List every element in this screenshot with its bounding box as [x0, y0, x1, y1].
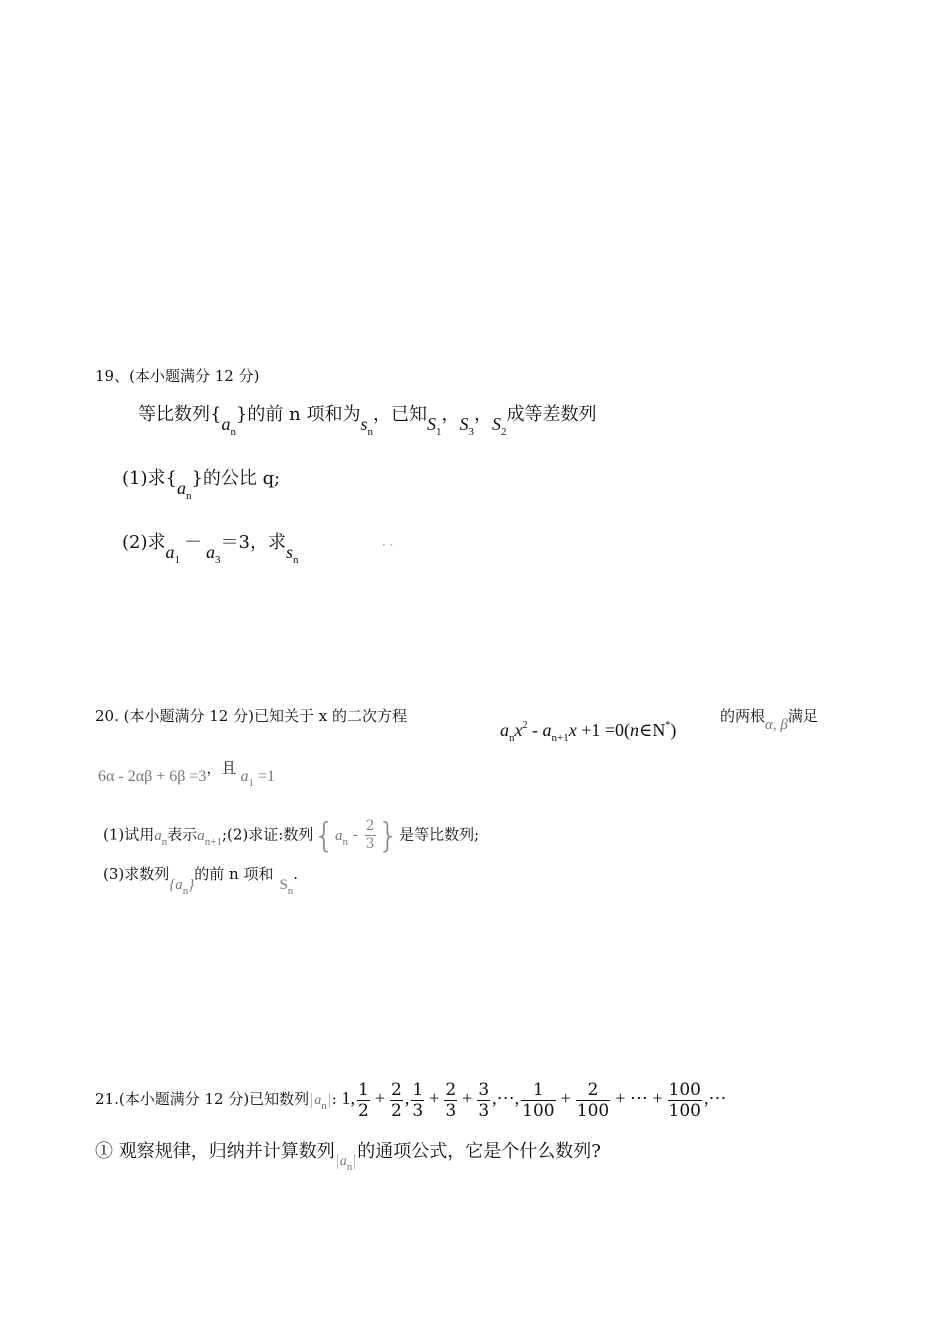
q20-cond-expr: 6α - 2αβ + 6β =3: [98, 768, 207, 785]
q19-stem-text-1: 等比数列{: [138, 404, 222, 425]
q21-frac-1-3: $\frac{1}{3}$: [412, 1079, 424, 1121]
q20-left-brace: {: [313, 815, 335, 856]
q21-header-text: 21.(本小题满分 12 分)已知数列: [95, 1090, 310, 1108]
q20-header-line: [95, 704, 407, 728]
q20-a1: $a_1$: [240, 768, 254, 789]
q20-part1: (1)试用$a_n$表示$a_{n+1};(2)$求证:数列{$a_n$ - $\frac{2}{3}$ }是等比数列;: [103, 815, 480, 856]
q19-part1: (1)求$\{a_n\}$的公比 q;: [122, 468, 281, 502]
q19-stem-text-2: }的前 n 项和为: [235, 404, 361, 425]
q20-brace-an: $a_n$: [334, 827, 348, 848]
q20-equation: $a_nx^2 - a_{n+1}x +1$ =0(n∈N*): [500, 720, 677, 744]
q19-part2: (2)求$a_1- a_3=3$，求$s_n$: [122, 532, 299, 566]
q20-p1-an1: $a_{n+1}$: [197, 827, 222, 848]
q20-p1-an: $a_n$: [154, 827, 168, 848]
q20-frac-2-3: $\frac{2}{3}$: [365, 818, 375, 852]
q20-condition: 6α - 2αβ + 6β =3，且 $a_1 =1$: [98, 759, 275, 789]
q20-p3-an: $\{a_n\}$: [169, 877, 195, 897]
q21-q1-an: an: [337, 1154, 356, 1169]
q21-frac-100-100: $\frac{100}{100}$: [668, 1079, 701, 1121]
q19-dots: · ·: [382, 538, 394, 552]
q19-part1-an: $a_n$: [176, 478, 192, 502]
q19-an: $a_n$: [221, 414, 236, 438]
q21-frac-3-3: $\frac{3}{3}$: [478, 1079, 490, 1121]
q21-frac-1-2: $\frac{1}{2}$: [358, 1079, 369, 1121]
q20-right-brace: }: [377, 815, 400, 856]
q20-p3-Sn: $S_n$: [279, 877, 294, 897]
q20-roots-vars: α, β: [765, 717, 788, 733]
q19-part2-sn: $s_n$: [285, 542, 299, 566]
q20-part3: (3)求数列$\{a_n\}$的前 n 项和$S_n$.: [103, 865, 299, 897]
q21-frac-2-3: $\frac{2}{3}$: [445, 1079, 457, 1121]
q19-part2-a3: $a_3$: [206, 542, 221, 566]
q19-stem-text-4: 成等差数列: [506, 404, 597, 425]
q21-frac-2-2: $\frac{2}{2}$: [391, 1079, 402, 1121]
q21-frac-1-100: $\frac{1}{100}$: [522, 1079, 555, 1121]
q19-S1: $S_1$: [426, 414, 442, 438]
q19-part2-a1: $a_1$: [165, 542, 180, 566]
q19-header: [95, 364, 259, 388]
q19-header-text: 19、(本小题满分 12 分): [95, 367, 260, 385]
q21-frac-2-100: $\frac{2}{100}$: [576, 1079, 610, 1121]
q19-S2: $S_2$: [491, 414, 507, 438]
q21-question1: ① 观察规律，归纳并计算数列 $_{a_n}$的通项公式，它是个什么数列?: [95, 1141, 601, 1173]
q20-header-text: 20. (本小题满分 12 分)已知关于 x 的二次方程: [95, 707, 407, 725]
q20-eq-an1: $a_{n+1}$: [542, 720, 569, 744]
q19-stem: 等比数列$\{a_n\}$的前 n 项和为$s_n$，已知$S_1$，$S_3$，$S_2$成等差数列: [138, 404, 597, 438]
q20-eq-an: $a_n$: [500, 720, 515, 744]
q19-stem-text-3: ，已知: [372, 404, 427, 425]
q19-sn: $s_n$: [360, 414, 373, 438]
q20-roots: 的两根α, β满足: [720, 707, 818, 733]
q21-line: 21.(本小题满分 12 分)已知数列 $a_n$ : 1, $\frac{1}{2}$ + $\frac{2}{2}$ , $\frac{1}{3}$ + $\frac{2}{3}$ + $\frac{3}{3}$ ,⋯, $\frac{1}{100}$ + $\frac{2}{100}$ + ⋯ + $\frac{100}{100}$ ,⋯: [95, 1079, 727, 1121]
q19-S3: $S_3$: [459, 414, 474, 438]
q21-an: $a_n$: [311, 1093, 330, 1108]
